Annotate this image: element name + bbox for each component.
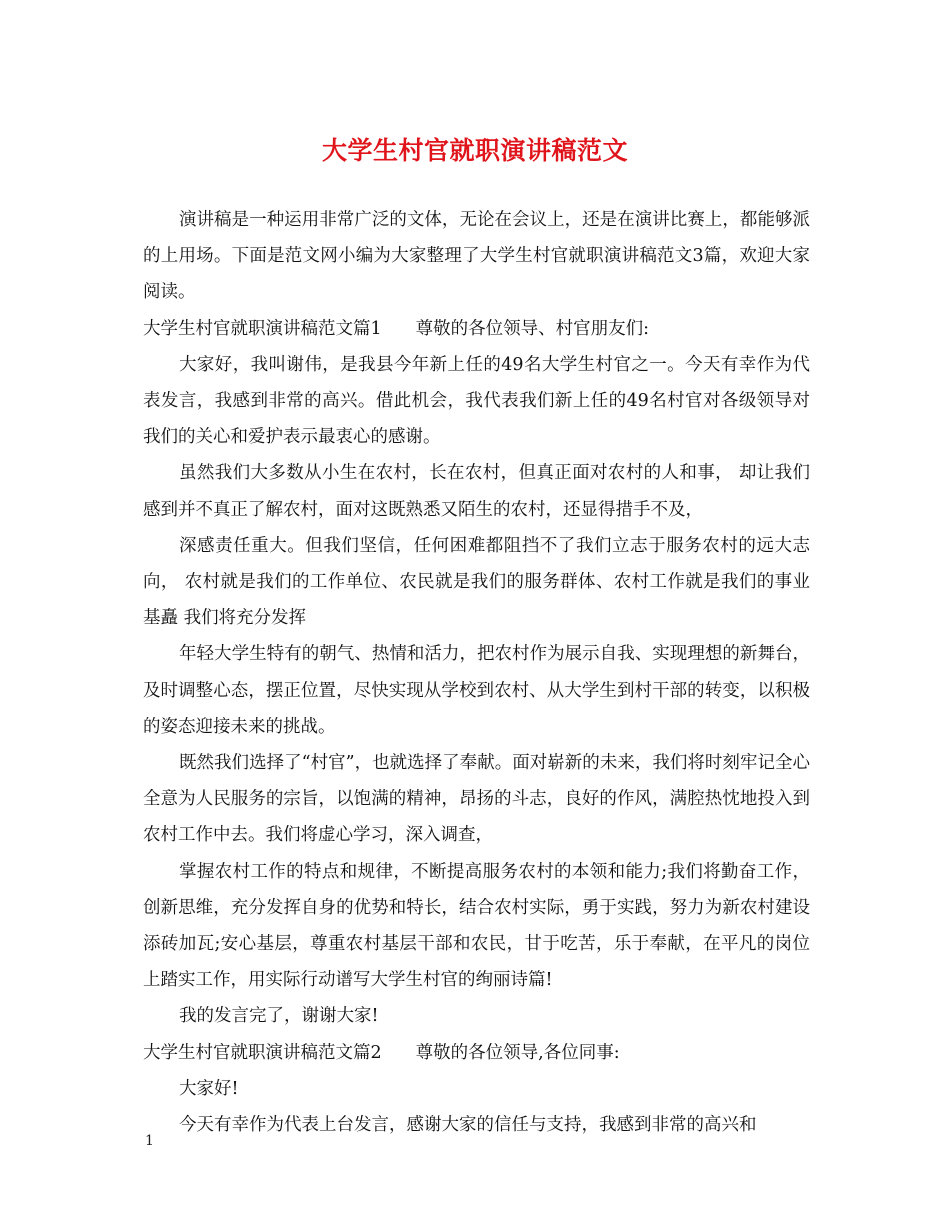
closing-paragraph: 我的发言完了，谢谢大家! [179, 1006, 379, 1027]
body-paragraph: 深感责任重大。但我们坚信，任何困难都阻挡不了我们立志于服务农村的远大志向， 农村就是我们的工作单位、农民就是我们的服务群体、农村工作就是我们的事业基矗 我们将充分发挥 [143, 535, 810, 629]
body-paragraph: 掌握农村工作的特点和规律，不断提高服务农村的本领和能力;我们将勤奋工作，创新思维，充分发挥自身的优势和特长，结合农村实际，勇于实践，努力为新农村建设添砖加瓦;安心基层，尊重农村基层干部和农民，甘于吃苦，乐于奉献，在平凡的岗位上踏实工作，用实际行动谱写大学生村官的绚丽诗篇! [143, 861, 810, 991]
body-paragraph: 虽然我们大多数从小生在农村，长在农村，但真正面对农村的人和事， 却让我们感到并不真正了解农村，面对这既熟悉又陌生的农村，还显得措手不及， [143, 463, 810, 520]
page-number: 1 [145, 1133, 154, 1149]
section-title-2: 大学生村官就职演讲稿范文篇2 [143, 1042, 382, 1063]
page-title: 大学生村官就职演讲稿范文 [321, 136, 628, 165]
body-paragraph: 大家好，我叫谢伟，是我县今年新上任的49名大学生村官之一。今天有幸作为代表发言，我感到非常的高兴。借此机会，我代表我们新上任的49名村官对各级领导对我们的关心和爱护表示最衷心的感谢。 [143, 354, 810, 448]
body-paragraph: 既然我们选择了“村官”，也就选择了奉献。面对崭新的未来，我们将时刻牢记全心全意为人民服务的宗旨，以饱满的精神，昂扬的斗志，良好的作风，满腔热忱地投入到农村工作中去。我们将虚心学习，深入调查， [143, 753, 810, 846]
section-heading-1 [143, 311, 810, 347]
document-body [143, 202, 810, 1143]
section-salutation-2: 尊敬的各位领导,各位同事: [415, 1042, 620, 1063]
body-paragraph: 今天有幸作为代表上台发言，感谢大家的信任与支持，我感到非常的高兴和 [179, 1115, 757, 1136]
body-paragraph: 年轻大学生特有的朝气、热情和活力，把农村作为展示自我、实现理想的新舞台，及时调整心态，摆正位置，尽快实现从学校到农村、从大学生到村干部的转变，以积极的姿态迎接未来的挑战。 [143, 644, 810, 737]
intro-paragraph: 演讲稿是一种运用非常广泛的文体，无论在会议上，还是在演讲比赛上，都能够派的上用场。下面是范文网小编为大家整理了大学生村官就职演讲稿范文3篇，欢迎大家阅读。 [143, 210, 810, 303]
section-salutation-1: 尊敬的各位领导、村官朋友们: [415, 318, 650, 339]
section-title-1: 大学生村官就职演讲稿范文篇1 [143, 318, 382, 339]
section-heading-2 [143, 1035, 810, 1071]
greeting-paragraph: 大家好! [179, 1078, 239, 1099]
